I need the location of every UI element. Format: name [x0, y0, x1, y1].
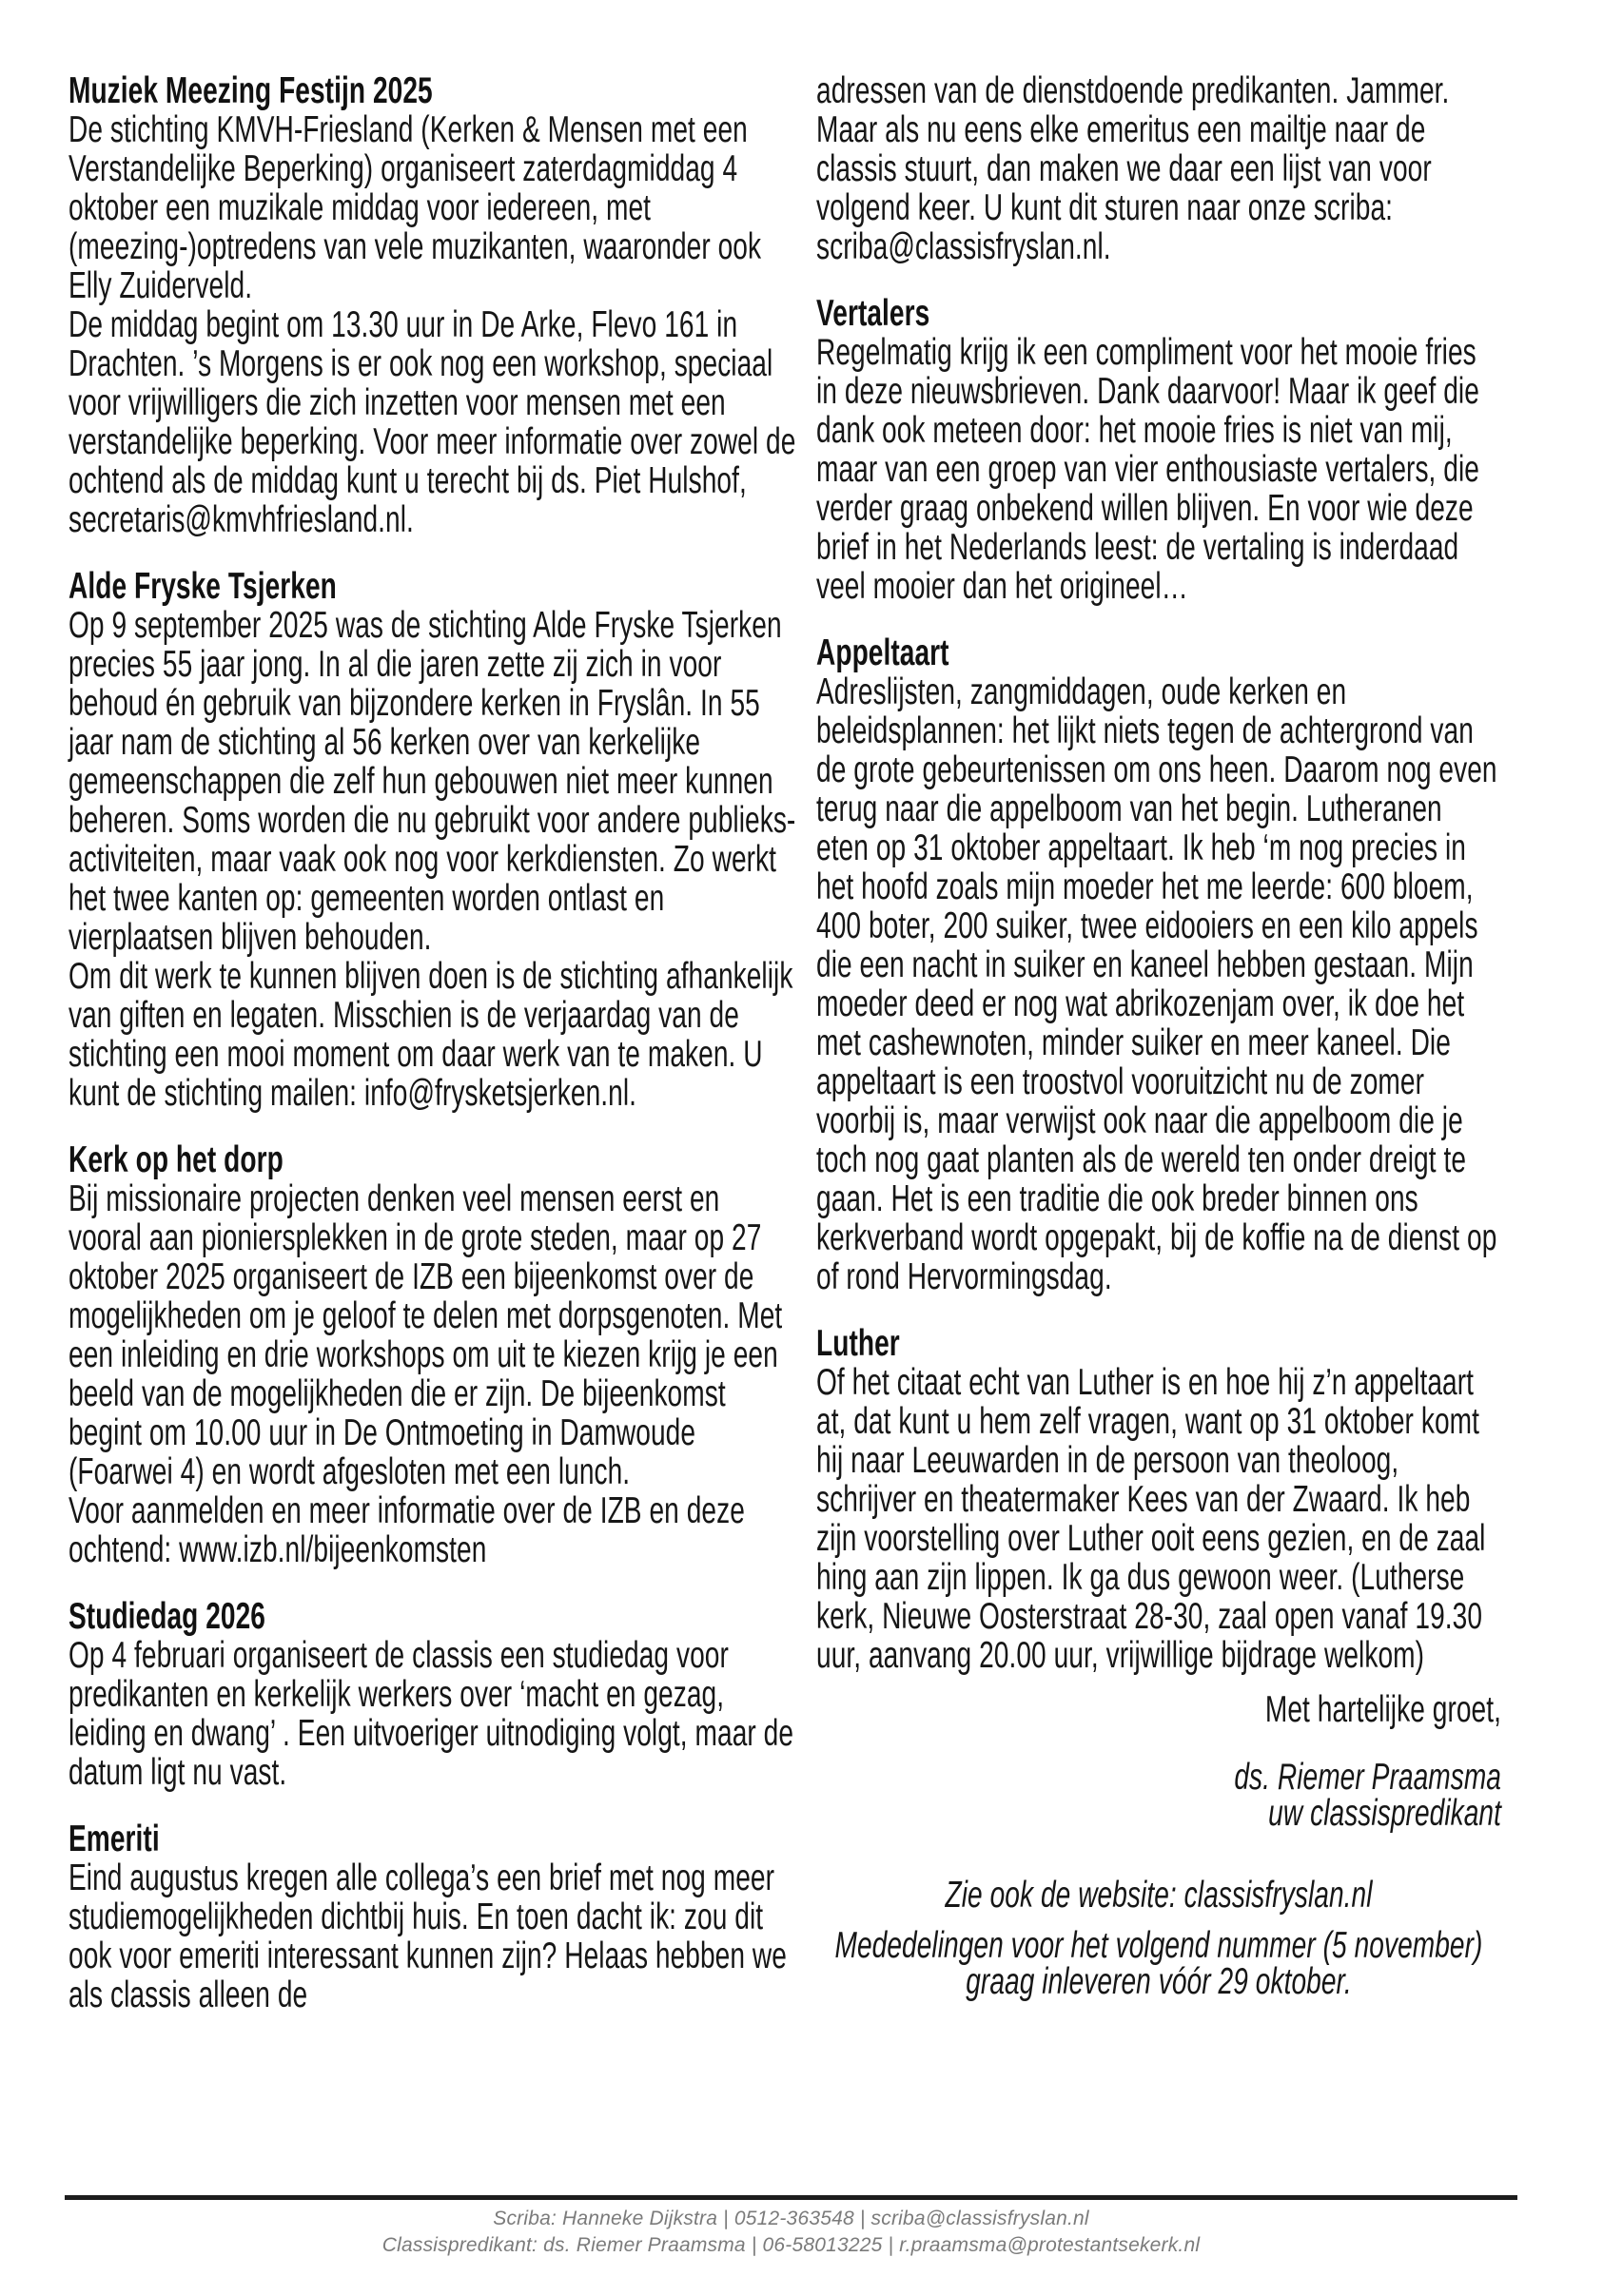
newsletter-section [68, 1819, 796, 2014]
newsletter-section [816, 633, 1501, 1296]
section-paragraph: adressen van de dienstdoende predikanten. Jammer. Maar als nu eens elke emeritus een mailtje naar de classis stuurt, dan maken we daar een lijst van voor volgend keer. U kunt dit sturen naar onze scriba: scriba@classisfryslan.nl. [816, 70, 1450, 267]
section-paragraph: De stichting KMVH-Friesland (Kerken & Mensen met een Verstandelijke Beperking) organiseert zaterdagmiddag 4 oktober een muzikale middag voor iedereen, met (meezing-)optredens van vele muzikanten, waaronder ook Elly Zuiderveld. [68, 109, 762, 306]
section-heading: Emeriti [68, 1819, 160, 1859]
section-paragraph: Eind augustus kregen alle collega’s een brief met nog meer studiemogelijkheden dichtbij huis. En toen dacht ik: zou dit ook voor emeriti interessant kunnen zijn? Helaas hebben we als classis alleen de [68, 1858, 787, 2015]
newsletter-section [68, 71, 796, 539]
right-column-content [816, 71, 1501, 2000]
section-paragraph: Bij missionaire projecten denken veel mensen eerst en vooral aan pioniersplekken in de grote steden, maar op 27 oktober 2025 organiseert de IZB een bijeenkomst over de mogelijkheden om je geloof te delen met dorpsgenoten. Met een inleiding en drie workshops om uit te kiezen krijg je een beeld van de mogelijkheden die er zijn. De bijeenkomst begint om 10.00 uur in De Ontmoeting in Damwoude (Foarwei 4) en wordt afgesloten met een lunch. [68, 1178, 783, 1492]
section-paragraph: Of het citaat echt van Luther is en hoe hij z’n appeltaart at, dat kunt u hem zelf vragen, want op 31 oktober komt hij naar Leeuwarden in de persoon van theoloog, schrijver en theatermaker Kees van der Zwaard. Ik heb zijn voorstelling over Luther ooit eens gezien, en de zaal hing aan zijn lippen. Ik ga dus gewoon weer. (Lutherse kerk, Nieuwe Oosterstraat 28-30, zaal open vanaf 19.30 uur, aanvang 20.00 uur, vrijwillige bijdrage welkom) [816, 1362, 1486, 1676]
section-paragraph: Op 4 februari organiseert de classis een studiedag voor predikanten en kerkelijk werkers over ‘macht en gezag, leiding en dwang’ . Een uitvoeriger uitnodiging volgt, maar de datum ligt nu vast. [68, 1635, 794, 1793]
deadline-note-line2: graag inleveren vóór 29 oktober. [966, 1961, 1352, 2002]
section-heading: Luther [816, 1323, 900, 1364]
salutation: Met hartelijke groet, [1264, 1689, 1501, 1730]
section-heading: Alde Fryske Tsjerken [68, 566, 337, 607]
section-paragraph: Om dit werk te kunnen blijven doen is de stichting afhankelijk van giften en legaten. Misschien is de verjaardag van de stichting een mooi moment om daar werk van te maken. U kunt de stichting mailen: info@frysketsjerken.nl. [68, 956, 793, 1114]
section-heading: Vertalers [816, 293, 930, 334]
newsletter-section [68, 1140, 796, 1569]
newsletter-section [816, 71, 1501, 266]
section-paragraph: De middag begint om 13.30 uur in De Arke, Flevo 161 in Drachten. ’s Morgens is er ook nog een workshop, speciaal voor vrijwilligers die zich inzetten voor mensen met een verstandelijke beperking. Voor meer informatie over zowel de ochtend als de middag kunt u terecht bij ds. Piet Hulshof, secretaris@kmvhfriesland.nl. [68, 304, 796, 540]
section-heading: Muziek Meezing Festijn 2025 [68, 70, 433, 111]
section-paragraph: Adreslijsten, zangmiddagen, oude kerken en beleidsplannen: het lijkt niets tegen de achtergrond van de grote gebeurtenissen om ons heen. Daarom nog even terug naar die appelboom van het begin. Lutheranen eten op 31 oktober appeltaart. Ik heb ‘m nog precies in het hoofd zoals mijn moeder het me leerde: 600 bloem, 400 boter, 200 suiker, twee eidooiers en een kilo appels die een nacht in suiker en kaneel hebben gestaan. Mijn moeder deed er nog wat abrikozenjam over, ik doe het met cashewnoten, minder suiker en meer kaneel. Die appeltaart is een troostvol vooruitzicht nu de zomer voorbij is, maar verwijst ook naar die appelboom die je toch nog gaat planten als de wereld ten onder dreigt te gaan. Het is een traditie die ook breder binnen ons kerkverband wordt opgepakt, bij de koffie na de dienst op of rond Hervormingsdag. [816, 671, 1497, 1297]
notes-block [816, 1876, 1501, 2000]
closing-block [816, 1690, 1501, 1832]
section-heading: Studiedag 2026 [68, 1596, 266, 1637]
section-paragraph: Voor aanmelden en meer informatie over de IZB en deze ochtend: www.izb.nl/bijeenkomsten [68, 1490, 745, 1570]
newsletter-section [68, 567, 796, 1113]
right-column [816, 71, 1501, 2000]
newsletter-section [68, 1597, 796, 1792]
left-column-content [68, 71, 796, 2014]
footer-classispredikant-line: Classispredikant: ds. Riemer Praamsma | 06-58013225 | r.praamsma@protestantsekerk.nl [381, 2234, 1201, 2256]
section-heading: Appeltaart [816, 632, 949, 673]
footer [65, 2195, 1517, 2259]
signature-role: uw classispredikant [1268, 1793, 1501, 1834]
signature-block [816, 1757, 1501, 1834]
section-paragraph: Regelmatig krijg ik een compliment voor het mooie fries in deze nieuwsbrieven. Dank daarvoor! Maar ik geef die dank ook meteen door: het mooie fries is niet van mij, maar van een groep van vier enthousiaste vertalers, die verder graag onbekend willen blijven. En voor wie deze brief in het Nederlands leest: de vertaling is inderdaad veel mooier dan het origineel… [816, 332, 1479, 607]
newsletter-section [816, 294, 1501, 606]
footer-scriba-line: Scriba: Hanneke Dijkstra | 0512-363548 | scriba@classisfryslan.nl [493, 2208, 1089, 2229]
deadline-note [816, 1925, 1501, 2002]
right-column-sections [816, 71, 1501, 1675]
left-column [68, 71, 797, 2014]
section-paragraph: Op 9 september 2025 was de stichting Alde Fryske Tsjerken precies 55 jaar jong. In al die jaren zette zij zich in voor behoud én gebruik van bijzondere kerken in Fryslân. In 55 jaar nam de stichting al 56 kerken over van kerkelijke gemeenschappen die zelf hun gebouwen niet meer kunnen beheren. Soms worden die nu gebruikt voor andere publieks-activiteiten, maar vaak ook nog voor kerkdiensten. Zo werkt het twee kanten op: gemeenten worden ontlast en vierplaatsen blijven behouden. [68, 605, 796, 958]
deadline-note-line1: Mededelingen voor het volgend nummer (5 november) [834, 1925, 1483, 1966]
newsletter-section [816, 1324, 1501, 1675]
signature-name: ds. Riemer Praamsma [1234, 1757, 1501, 1798]
section-heading: Kerk op het dorp [68, 1139, 284, 1180]
website-note: Zie ook de website: classisfryslan.nl [945, 1875, 1373, 1916]
